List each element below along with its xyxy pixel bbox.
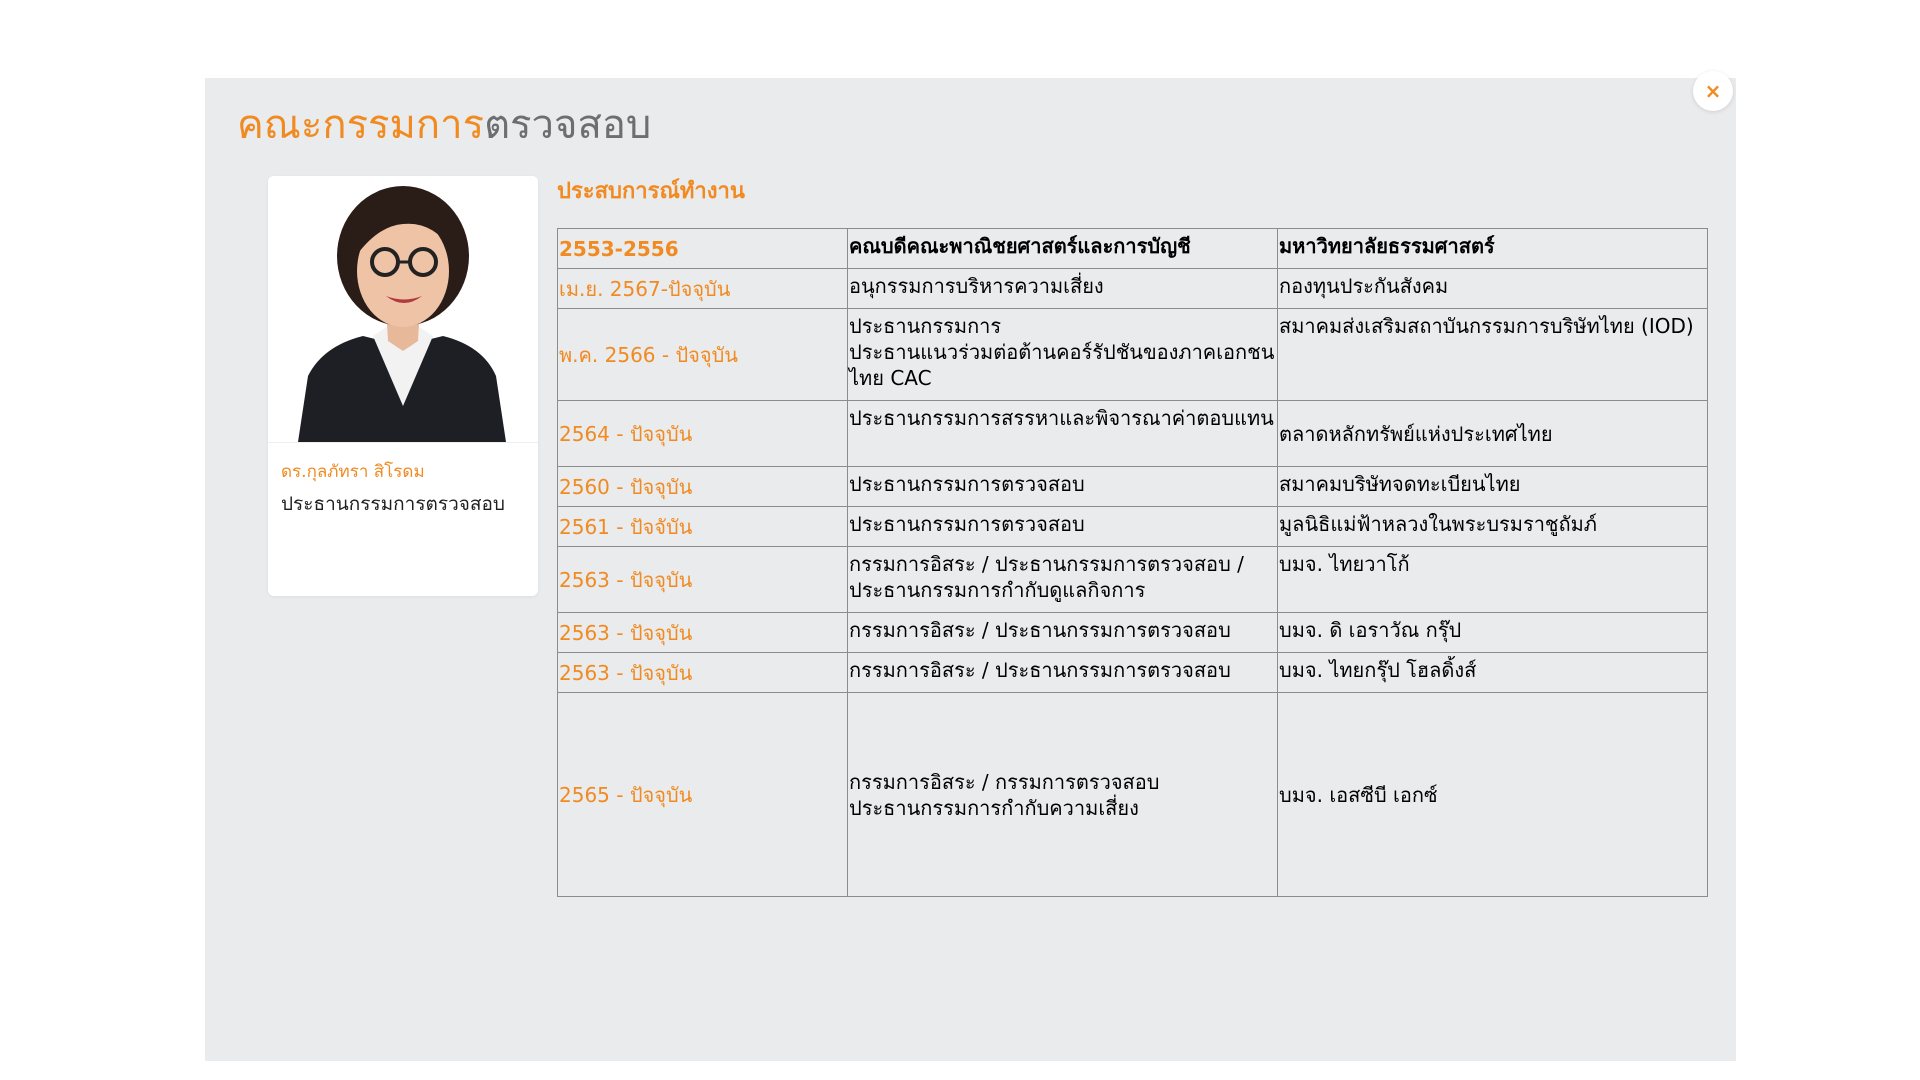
modal-dialog: [205, 78, 1736, 1061]
experience-position-cell: ประธานกรรมการตรวจสอบ: [848, 467, 1278, 507]
experience-period-cell: 2565 - ปัจจุบัน: [558, 693, 848, 897]
experience-position-cell: ประธานกรรมการ ประธานแนวร่วมต่อต้านคอร์รัปชันของภาคเอกชนไทย CAC: [848, 309, 1278, 401]
experience-period-cell: 2563 - ปัจจุบัน: [558, 613, 848, 653]
table-row: [558, 309, 1708, 401]
experience-position-cell: กรรมการอิสระ / ประธานกรรมการตรวจสอบ / ประธานกรรมการกำกับดูแลกิจการ: [848, 547, 1278, 613]
experience-table: [557, 228, 1708, 897]
experience-organization-cell: สมาคมส่งเสริมสถาบันกรรมการบริษัทไทย (IOD): [1278, 309, 1708, 401]
experience-period-cell: เม.ย. 2567-ปัจจุบัน: [558, 269, 848, 309]
table-row: [558, 467, 1708, 507]
person-portrait-icon: [268, 176, 538, 442]
experience-period-cell: 2563 - ปัจจุบัน: [558, 653, 848, 693]
profile-role: ประธานกรรมการตรวจสอบ: [281, 493, 505, 515]
close-button[interactable]: ×: [1693, 71, 1733, 111]
modal-title: [237, 100, 651, 150]
table-row: [558, 693, 1708, 897]
table-row: [558, 547, 1708, 613]
experience-position-cell: กรรมการอิสระ / ประธานกรรมการตรวจสอบ: [848, 613, 1278, 653]
table-row: [558, 613, 1708, 653]
profile-name: ดร.กุลภัทรา สิโรดม: [281, 462, 425, 482]
experience-period-cell: 2553-2556: [558, 229, 848, 269]
experience-period-cell: 2561 - ปัจจับัน: [558, 507, 848, 547]
experience-organization-cell: มูลนิธิแม่ฟ้าหลวงในพระบรมราชูถัมภ์: [1278, 507, 1708, 547]
experience-period-cell: 2563 - ปัจจุบัน: [558, 547, 848, 613]
experience-section-title: ประสบการณ์ทำงาน: [557, 179, 745, 204]
experience-position-cell: กรรมการอิสระ / ประธานกรรมการตรวจสอบ: [848, 653, 1278, 693]
experience-organization-cell: กองทุนประกันสังคม: [1278, 269, 1708, 309]
experience-period-cell: พ.ค. 2566 - ปัจจุบัน: [558, 309, 848, 401]
experience-organization-cell: สมาคมบริษัทจดทะเบียนไทย: [1278, 467, 1708, 507]
experience-position-cell: ประธานกรรมการตรวจสอบ: [848, 507, 1278, 547]
experience-organization-cell: มหาวิทยาลัยธรรมศาสตร์: [1278, 229, 1708, 269]
experience-organization-cell: บมจ. ดิ เอราวัณ กรุ๊ป: [1278, 613, 1708, 653]
experience-organization-cell: ตลาดหลักทรัพย์แห่งประเทศไทย: [1278, 401, 1708, 467]
modal-title-part2: ตรวจสอบ: [484, 102, 652, 148]
experience-position-cell: กรรมการอิสระ / กรรมการตรวจสอบ ประธานกรรมการกำกับความเสี่ยง: [848, 693, 1278, 897]
profile-photo: [268, 176, 538, 443]
modal-title-part1: คณะกรรมการ: [237, 102, 485, 148]
experience-period-cell: 2560 - ปัจจุบัน: [558, 467, 848, 507]
table-row: [558, 401, 1708, 467]
table-row: [558, 653, 1708, 693]
experience-organization-cell: บมจ. เอสซีบี เอกซ์: [1278, 693, 1708, 897]
experience-organization-cell: บมจ. ไทยกรุ๊ป โฮลดิ้งส์: [1278, 653, 1708, 693]
table-row: [558, 507, 1708, 547]
profile-card: [268, 176, 538, 596]
experience-period-cell: 2564 - ปัจจุบัน: [558, 401, 848, 467]
experience-position-cell: อนุกรรมการบริหารความเสี่ยง: [848, 269, 1278, 309]
table-row: [558, 229, 1708, 269]
experience-position-cell: คณบดีคณะพาณิชยศาสตร์และการบัญชี: [848, 229, 1278, 269]
experience-position-cell: ประธานกรรมการสรรหาและพิจารณาค่าตอบแทน: [848, 401, 1278, 467]
experience-organization-cell: บมจ. ไทยวาโก้: [1278, 547, 1708, 613]
table-row: [558, 269, 1708, 309]
